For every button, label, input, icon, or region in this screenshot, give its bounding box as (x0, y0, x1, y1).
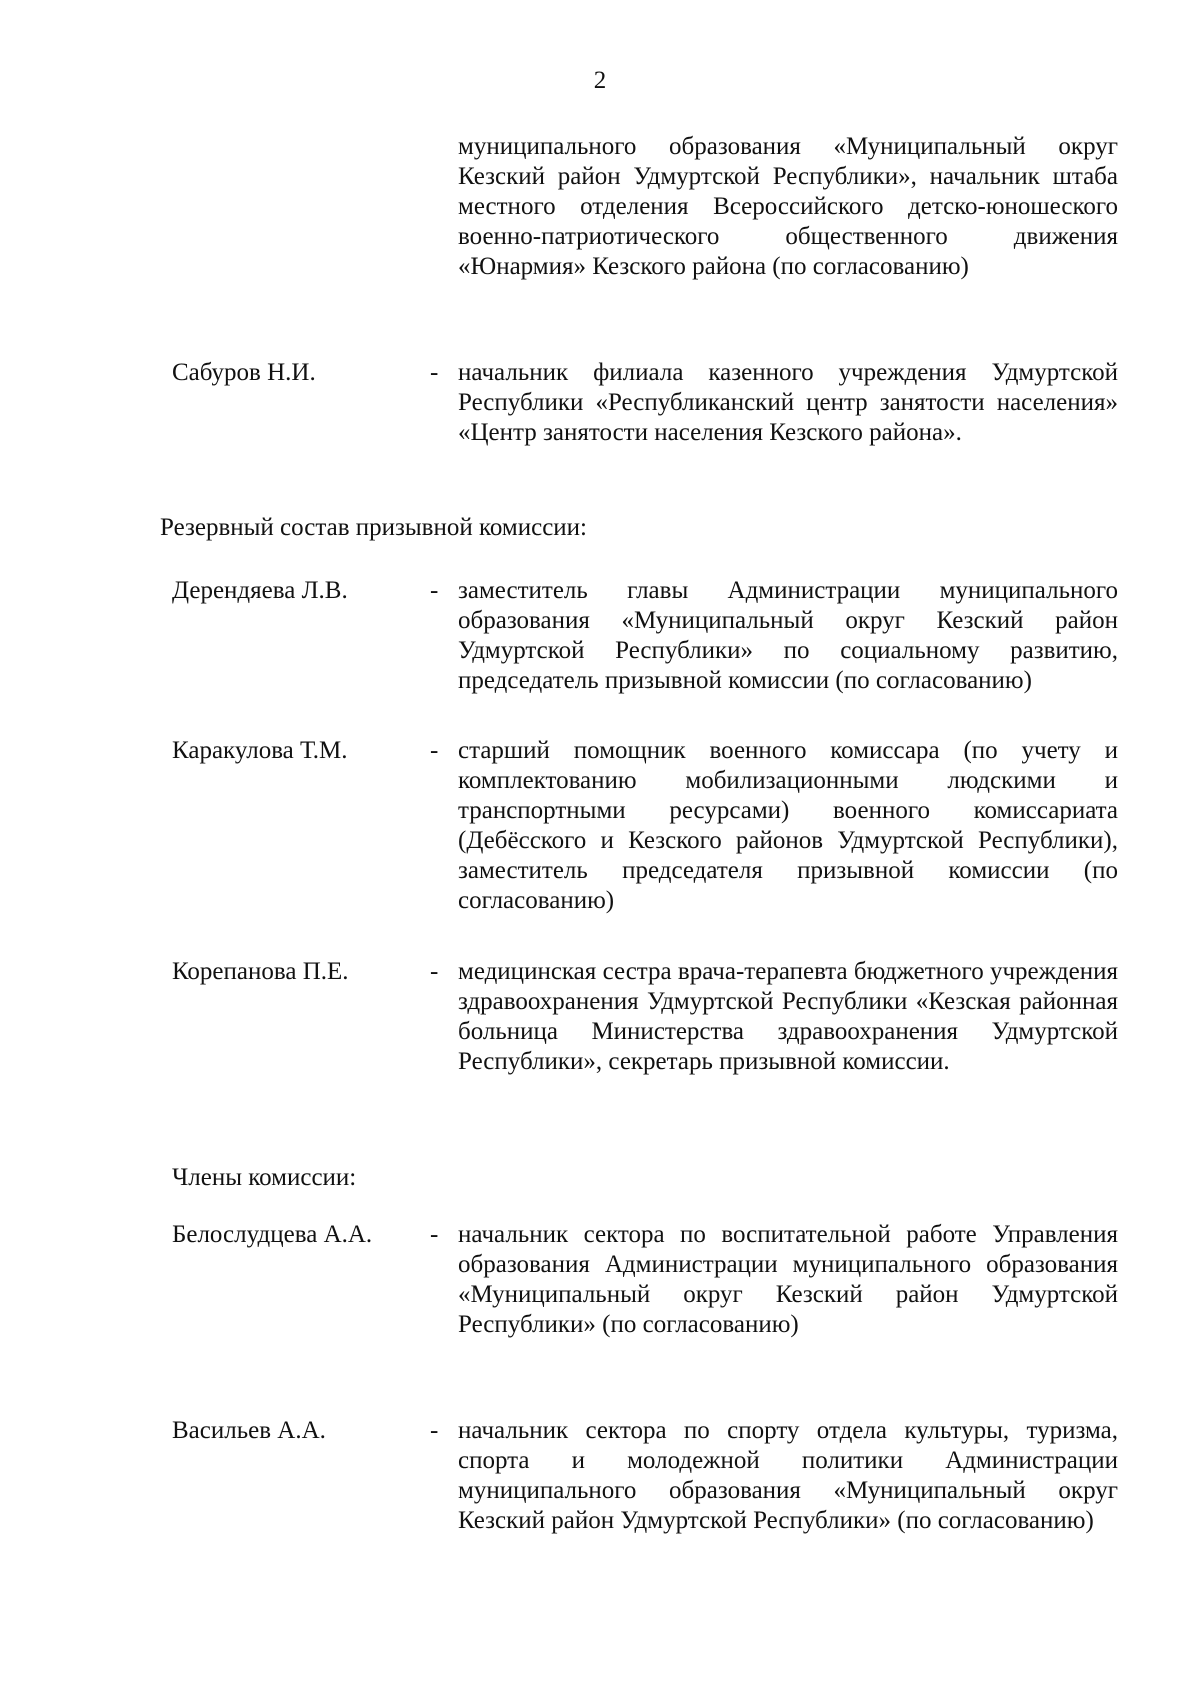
commission-member-entry (0, 1220, 1200, 1380)
member-name: Дерендяева Л.В. (172, 577, 348, 604)
member-description: начальник филиала казенного учреждения Удмуртской Республики «Республиканский центр занятости населения» «Центр занятости населения Кезского района». (458, 359, 1118, 446)
reserve-member-entry (0, 736, 1200, 926)
member-dash: - (430, 1221, 439, 1248)
members-heading: Члены комиссии: (172, 1164, 357, 1191)
member-name: Корепанова П.Е. (172, 958, 349, 985)
reserve-member-entry (0, 957, 1200, 1117)
member-description: начальник сектора по воспитательной работе Управления образования Администрации муниципального образования «Муниципальный округ Кезский район Удмуртской Республики» (по согласованию) (458, 1221, 1118, 1338)
page-number: 2 (593, 67, 607, 94)
member-description: медицинская сестра врача-терапевта бюджетного учреждения здравоохранения Удмуртской Республики «Кезская районная больница Министерства здравоохранения Удмуртской Республики», секретарь призывной комиссии. (458, 958, 1118, 1075)
member-dash: - (430, 359, 439, 386)
member-entry (0, 358, 1200, 488)
intro-description: муниципального образования «Муниципальный округ Кезский район Удмуртской Республики», начальник штаба местного отделения Всероссийского детско-юношеского военно-патриотического общественного движения «Юнармия» Кезского района (по согласованию) (458, 133, 1118, 280)
member-description: заместитель главы Администрации муниципального образования «Муниципальный округ Кезский район Удмуртской Республики» по социальному развитию, председатель призывной комиссии (по согласованию) (458, 577, 1118, 694)
member-dash: - (430, 737, 439, 764)
member-name: Сабуров Н.И. (172, 359, 316, 386)
member-description: начальник сектора по спорту отдела культуры, туризма, спорта и молодежной политики Администрации муниципального образования «Муниципальный округ Кезский район Удмуртской Республики» (по согласованию) (458, 1417, 1118, 1534)
member-name: Васильев А.А. (172, 1417, 326, 1444)
member-name: Каракулова Т.М. (172, 737, 348, 764)
intro-entry (0, 132, 1200, 332)
reserve-heading: Резервный состав призывной комиссии: (160, 514, 587, 541)
member-description: старший помощник военного комиссара (по учету и комплектованию мобилизационными людскими и транспортными ресурсами) военного комиссариата (Дебёсского и Кезского районов Удмуртской Республики), заместитель председателя призывной комиссии (по согласованию) (458, 737, 1118, 914)
reserve-member-entry (0, 576, 1200, 706)
member-dash: - (430, 958, 439, 985)
member-name: Белослудцева А.А. (172, 1221, 373, 1248)
member-dash: - (430, 1417, 439, 1444)
member-dash: - (430, 577, 439, 604)
commission-member-entry (0, 1416, 1200, 1576)
